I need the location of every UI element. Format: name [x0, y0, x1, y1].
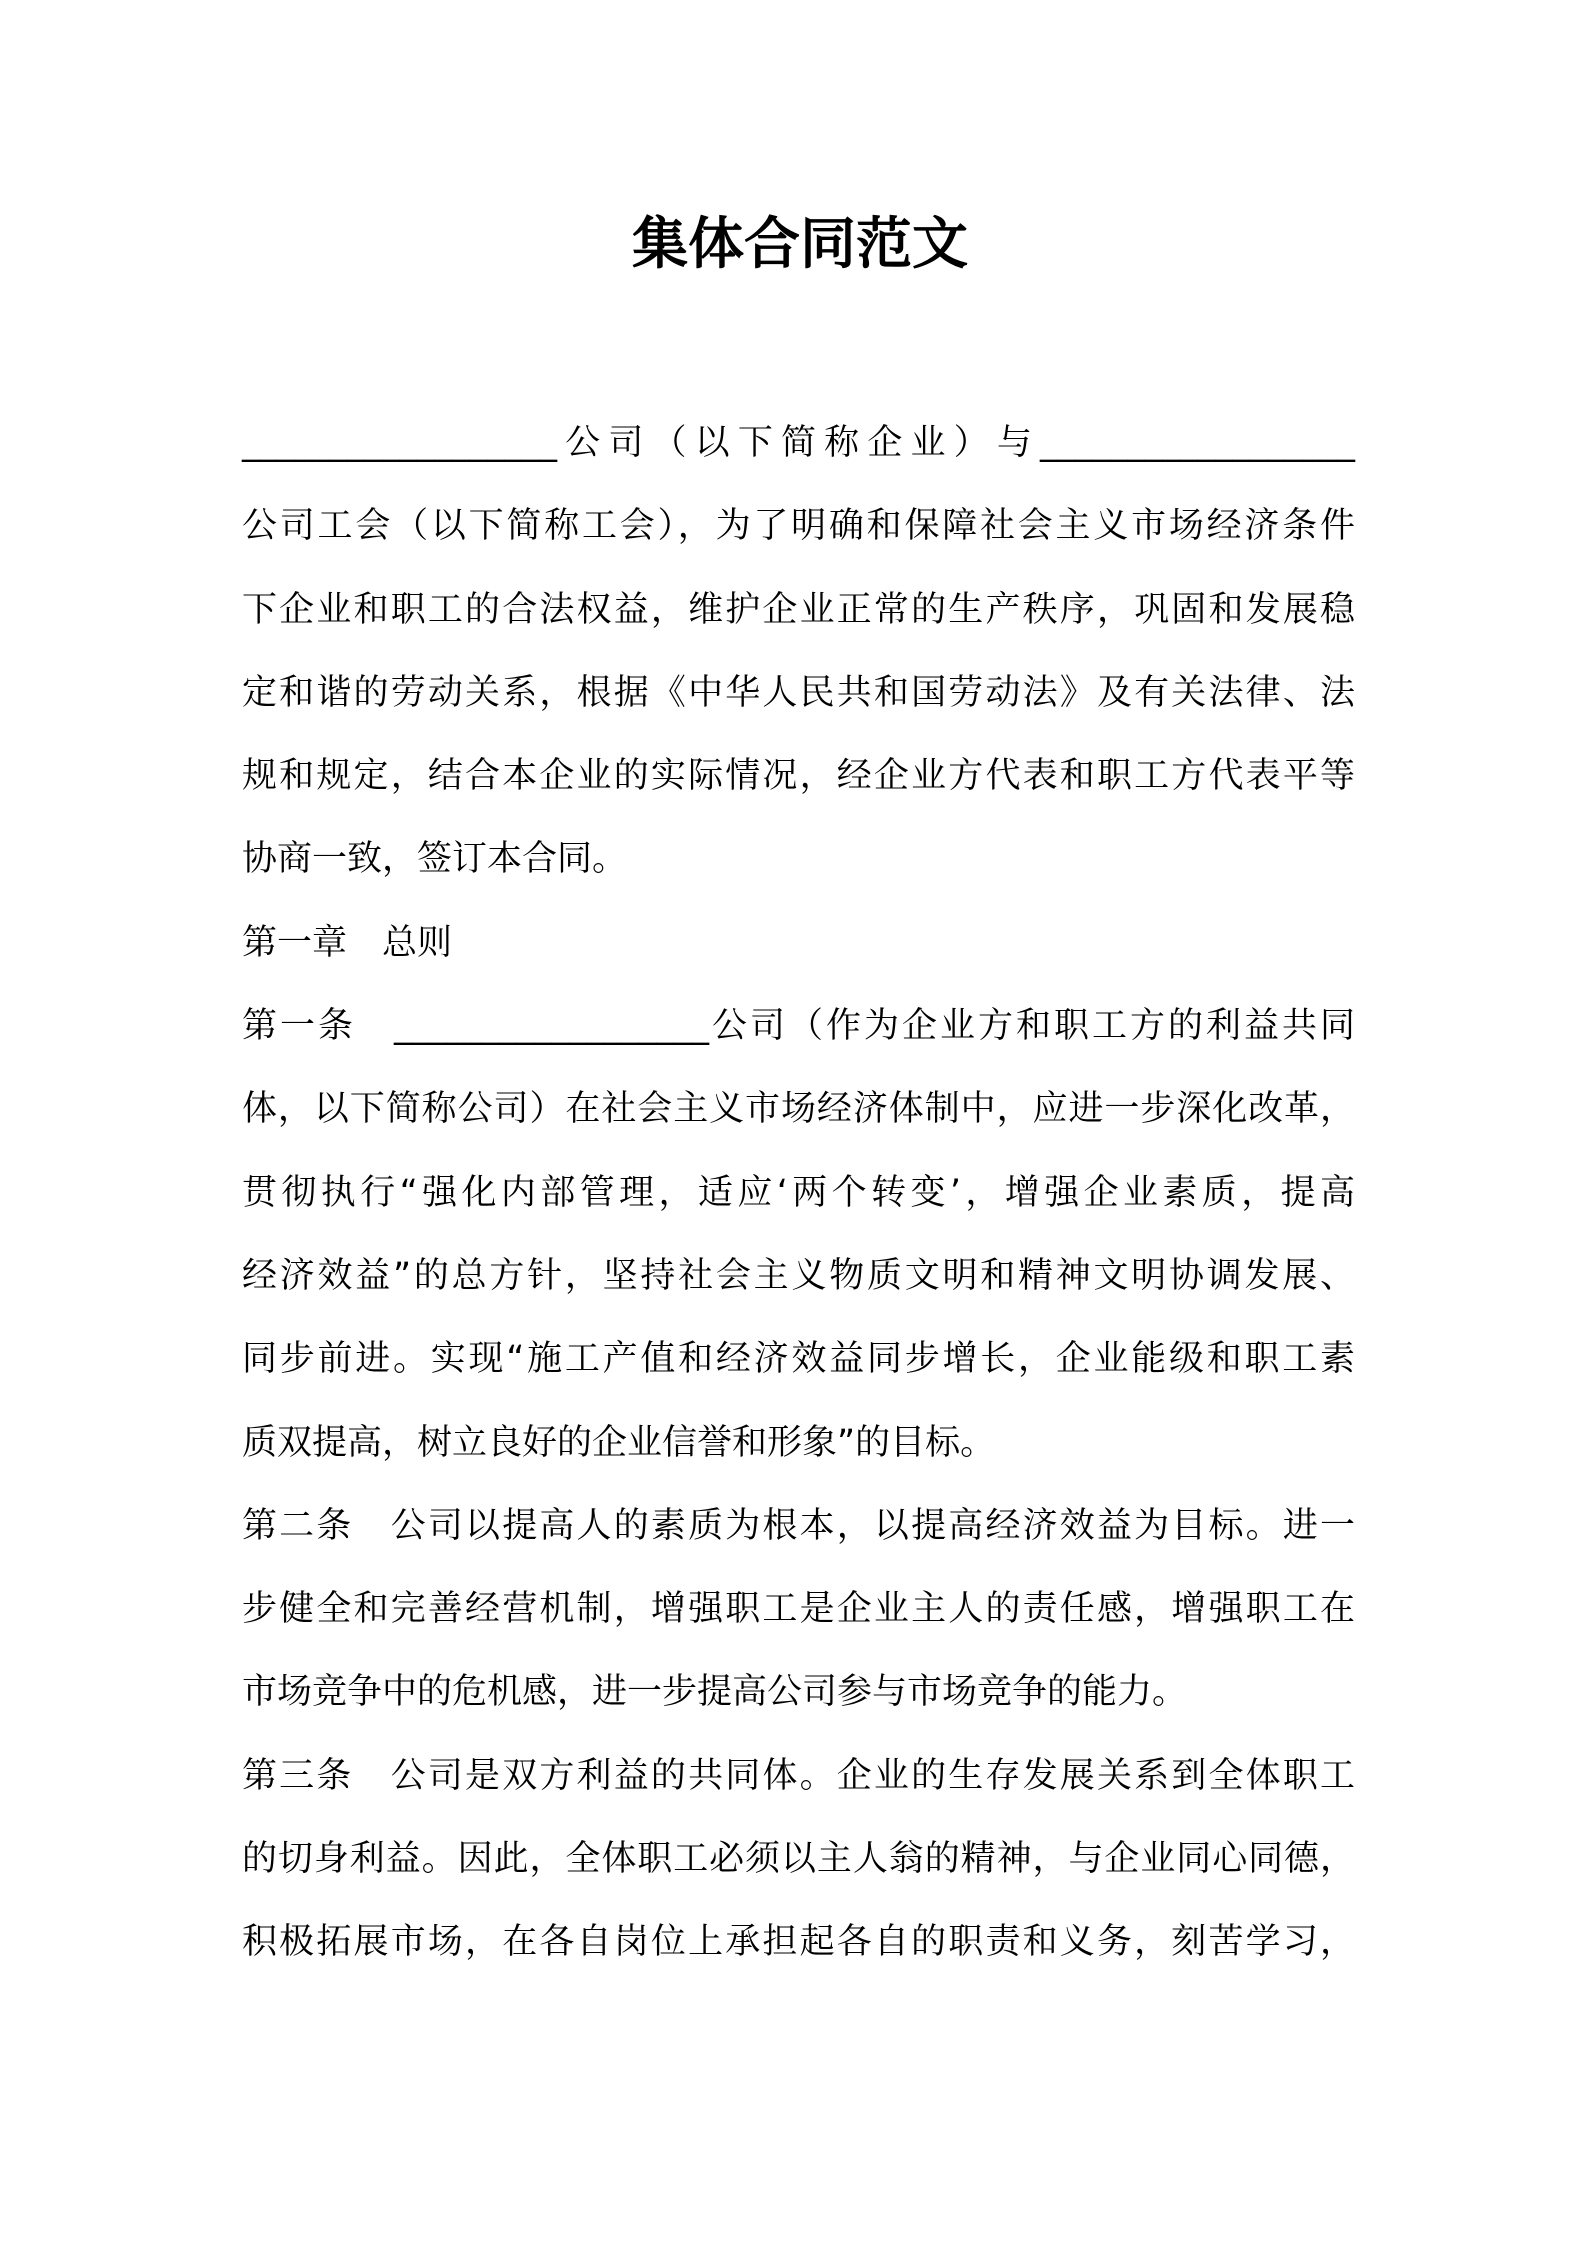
preamble-line: 规和规定，结合本企业的实际情况，经企业方代表和职工方代表平等 [242, 756, 1355, 797]
document-body [242, 402, 1355, 1985]
body-line: 市场竞争中的危机感，进一步提高公司参与市场竞争的能力。 [242, 1672, 1188, 1713]
article-line: 第二条 公司以提高人的素质为根本，以提高经济效益为目标。进一 [242, 1505, 1355, 1546]
body-line: 体，以下简称公司）在社会主义市场经济体制中，应进一步深化改革， [242, 1089, 1355, 1130]
body-line: 积极拓展市场，在各自岗位上承担起各自的职责和义务，刻苦学习， [242, 1922, 1355, 1963]
body-line: 同步前进。实现“施工产值和经济效益同步增长，企业能级和职工素 [242, 1339, 1355, 1380]
preamble-line: 定和谐的劳动关系，根据《中华人民共和国劳动法》及有关法律、法 [242, 672, 1355, 713]
preamble-line: 下企业和职工的合法权益，维护企业正常的生产秩序，巩固和发展稳 [242, 589, 1355, 630]
body-line: 的切身利益。因此，全体职工必须以主人翁的精神，与企业同心同德， [242, 1839, 1355, 1880]
body-line: 贯彻执行“强化内部管理，适应‘两个转变’，增强企业素质，提高 [242, 1172, 1355, 1213]
body-line: 经济效益”的总方针，坚持社会主义物质文明和精神文明协调发展、 [242, 1255, 1355, 1296]
article-line: 第三条 公司是双方利益的共同体。企业的生存发展关系到全体职工 [242, 1755, 1355, 1796]
document-title: 集体合同范文 [632, 212, 968, 277]
article-line: 第一条 __________________公司（作为企业方和职工方的利益共同 [242, 1006, 1355, 1047]
preamble-line: __________________公司（以下简称企业）与__________________ [242, 423, 1355, 463]
body-line: 步健全和完善经营机制，增强职工是企业主人的责任感，增强职工在 [242, 1589, 1355, 1630]
body-line: 质双提高，树立良好的企业信誉和形象”的目标。 [242, 1422, 996, 1463]
chapter-heading: 第一章 总则 [242, 922, 453, 963]
preamble-line: 公司工会（以下简称工会），为了明确和保障社会主义市场经济条件 [242, 506, 1355, 547]
preamble-line: 协商一致，签订本合同。 [242, 839, 628, 880]
